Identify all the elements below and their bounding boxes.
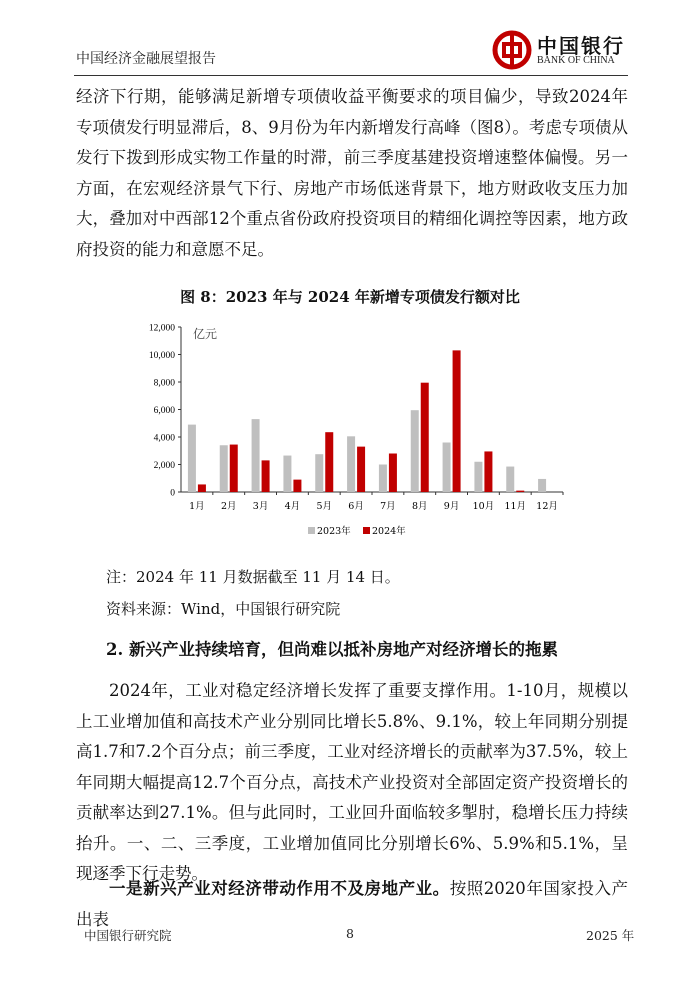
bar-2024年-11月 [516, 491, 524, 492]
bar-2024年-8月 [421, 383, 429, 492]
bar-2023年-1月 [188, 425, 196, 492]
logo-english: BANK OF CHINA [537, 55, 615, 66]
bar-2023年-5月 [315, 454, 323, 492]
x-tick-label: 3月 [252, 501, 269, 512]
bar-2024年-9月 [453, 350, 461, 492]
bank-logo [492, 30, 632, 72]
bar-2024年-10月 [484, 451, 492, 492]
bar-2024年-6月 [357, 447, 365, 492]
bar-2023年-3月 [252, 419, 260, 492]
figure-title: 图 8：2023 年与 2024 年新增专项债发行额对比 [180, 288, 520, 306]
page-number: 8 [346, 926, 354, 941]
y-tick-label: 6,000 [153, 406, 175, 416]
bar-2023年-9月 [443, 443, 451, 493]
y-tick-label: 2,000 [153, 461, 175, 471]
x-tick-label: 10月 [472, 501, 495, 512]
bar-2024年-4月 [293, 480, 301, 492]
paragraph-1: 经济下行期，能够满足新增专项债收益平衡要求的项目偏少，导致2024年专项债发行明显滞后，8、9月份为年内新增发行高峰（图8）。考虑专项债从发行下拨到形成实物工作量的时滞，前三季度基建投资增速整体偏慢。另一方面，在宏观经济景气下行、房地产市场低迷背景下，地方财政收支压力加大，叠加对中西部12个重点省份政府投资项目的精细化调控等因素，地方政府投资的能力和意愿不足。 [76, 87, 628, 259]
paragraph-3-lead: 一是新兴产业对经济带动作用不及房地产业。 [109, 879, 450, 898]
x-tick-label: 8月 [411, 501, 428, 512]
footer-org: 中国银行研究院 [84, 928, 172, 943]
bank-emblem-icon [492, 30, 532, 70]
y-tick-label: 10,000 [148, 351, 175, 361]
bar-2023年-12月 [538, 479, 546, 492]
figure-note: 注：2024 年 11 月数据截至 11 月 14 日。 [106, 568, 400, 586]
paragraph-3-text: 按照2020年国家投入产出表 [76, 879, 628, 929]
bar-2024年-3月 [262, 460, 270, 492]
x-tick-label: 6月 [348, 501, 364, 512]
bar-2024年-2月 [230, 445, 238, 492]
x-tick-label: 12月 [536, 501, 558, 512]
bar-2023年-8月 [411, 410, 419, 492]
y-tick-label: 0 [170, 488, 175, 499]
bar-2023年-7月 [379, 465, 387, 493]
bar-2023年-11月 [506, 467, 514, 492]
paragraph-2: 2024年，工业对稳定经济增长发挥了重要支撑作用。1-10月，规模以上工业增加值和高技术产业分别同比增长5.8%、9.1%，较上年同期分别提高1.7和7.2个百分点；前三季度，工业对经济增长的贡献率为37.5%，较上年同期大幅提高12.7个百分点，高技术产业投资对全部固定资产投资增长的贡献率达到27.1%。但与此同时，工业回升面临较多掣肘，稳增长压力持续抬升。一、二、三季度，工业增加值同比分别增长6%、5.9%和5.1%，呈现逐季下行走势。 [76, 681, 628, 883]
bar-2024年-1月 [198, 484, 206, 492]
x-tick-label: 4月 [284, 501, 301, 512]
bar-chart [140, 318, 580, 548]
x-tick-label: 2月 [220, 501, 237, 512]
y-tick-label: 4,000 [153, 433, 175, 444]
legend-swatch [308, 527, 315, 534]
header-divider [74, 75, 628, 76]
y-tick-label: 8,000 [153, 378, 175, 389]
bar-2024年-5月 [325, 432, 333, 492]
x-tick-label: 7月 [380, 501, 396, 512]
figure-source: 资料来源：Wind，中国银行研究院 [106, 600, 341, 618]
legend-label: 2024年 [372, 526, 406, 537]
bar-2023年-4月 [283, 456, 291, 492]
report-title: 中国经济金融展望报告 [76, 51, 216, 67]
bar-2023年-10月 [474, 462, 482, 492]
footer-year: 2025 年 [586, 928, 635, 943]
x-tick-label: 9月 [443, 501, 460, 512]
bar-2023年-2月 [220, 445, 228, 492]
legend-swatch [363, 527, 370, 534]
unit-label: 亿元 [193, 327, 218, 341]
bar-2024年-7月 [389, 454, 397, 493]
logo-chinese: 中国银行 [537, 34, 625, 58]
legend-label: 2023年 [317, 526, 351, 537]
x-tick-label: 11月 [504, 501, 527, 512]
x-tick-label: 1月 [189, 501, 205, 512]
x-tick-label: 5月 [316, 501, 333, 512]
bar-2023年-6月 [347, 436, 355, 492]
section-heading: 2. 新兴产业持续培育，但尚难以抵补房地产对经济增长的拖累 [106, 640, 558, 659]
y-tick-label: 12,000 [148, 323, 175, 334]
